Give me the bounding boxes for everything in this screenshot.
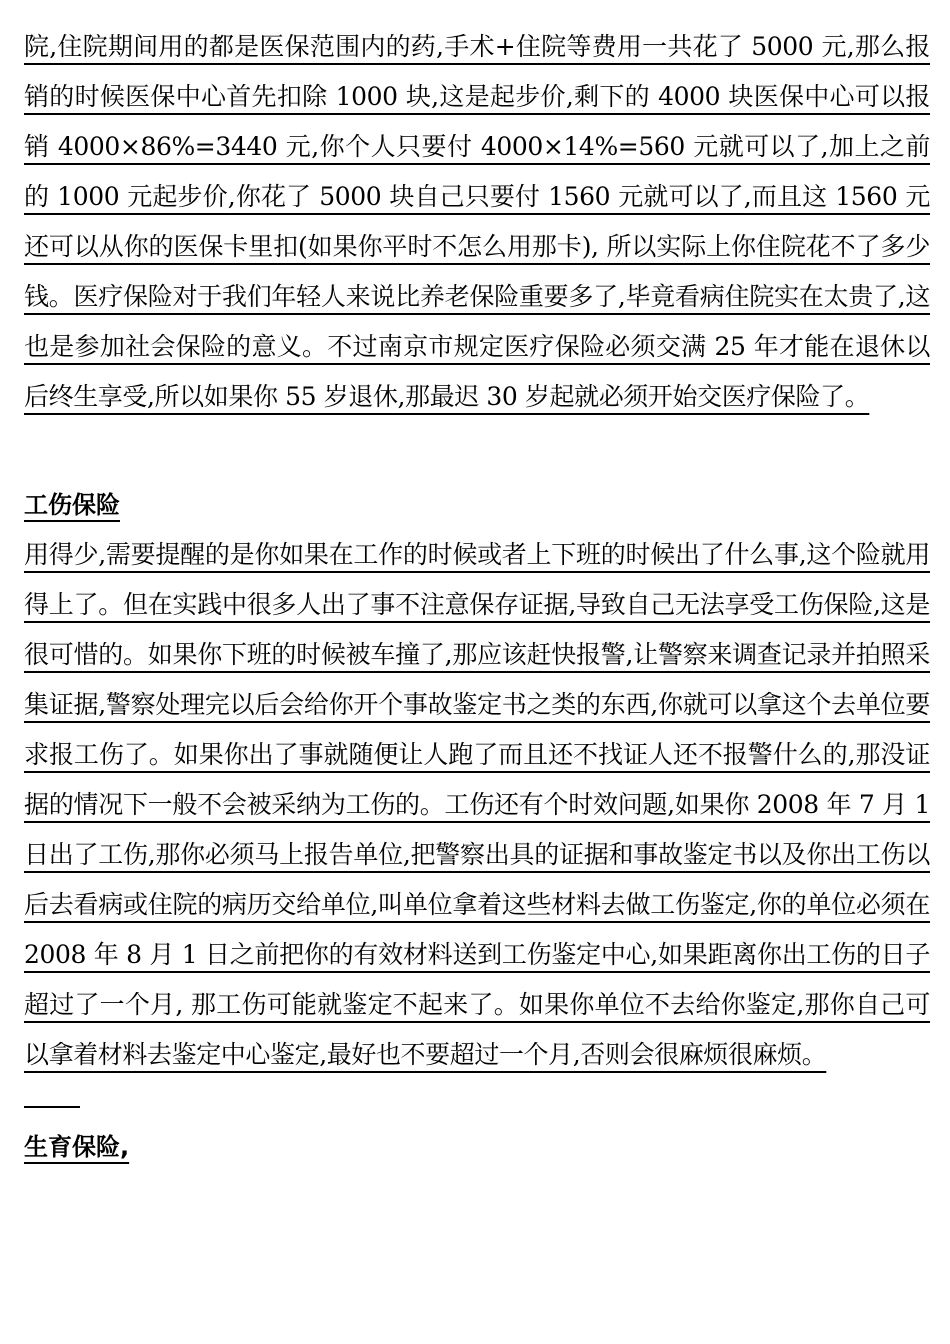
document-page [24,22,930,1172]
maternity-insurance-heading: 生育保险, [24,1133,130,1161]
spacer [24,422,930,480]
spacer [24,1080,930,1106]
injury-insurance-paragraph: 用得少,需要提醒的是你如果在工作的时候或者上下班的时候出了什么事,这个险就用得上了。但在实践中很多人出了事不注意保存证据,导致自己无法享受工伤保险,这是很可惜的。如果你下班的时候被车撞了,那应该赶快报警,让警察来调查记录并拍照采集证据,警察处理完以后会给你开个事故鉴定书之类的东西,你就可以拿这个去单位要求报工伤了。如果你出了事就随便让人跑了而且还不找证人还不报警什么的,那没证据的情况下一般不会被采纳为工伤的。工伤还有个时效问题,如果你 2008 年 7 月 1 日出了工伤,那你必须马上报告单位,把警察出具的证据和事故鉴定书以及你出工伤以后去看病或住院的病历交给单位,叫单位拿着这些材料去做工伤鉴定,你的单位必须在 2008 年 8 月 1 日之前把你的有效材料送到工伤鉴定中心,如果距离你出工伤的日子超过了一个月, 那工伤可能就鉴定不起来了。如果你单位不去给你鉴定,那你自己可以拿着材料去鉴定中心鉴定,最好也不要超过一个月,否则会很麻烦很麻烦。 [24,540,930,1069]
injury-insurance-heading: 工伤保险 [24,491,120,519]
medical-insurance-paragraph: 院,住院期间用的都是医保范围内的药,手术+住院等费用一共花了 5000 元,那么报销的时候医保中心首先扣除 1000 块,这是起步价,剩下的 4000 块医保中心可以报销 4000×86%=3440 元,你个人只要付 4000×14%=560 元就可以了,加上之前的 1000 元起步价,你花了 5000 块自己只要付 1560 元就可以了,而且这 1560 元还可以从你的医保卡里扣(如果你平时不怎么用那卡), 所以实际上你住院花不了多少钱。医疗保险对于我们年轻人来说比养老保险重要多了,毕竟看病住院实在太贵了,这也是参加社会保险的意义。不过南京市规定医疗保险必须交满 25 年才能在退休以后终生享受,所以如果你 55 岁退休,那最迟 30 岁起就必须开始交医疗保险了。 [24,32,930,411]
section-divider [24,1106,80,1108]
